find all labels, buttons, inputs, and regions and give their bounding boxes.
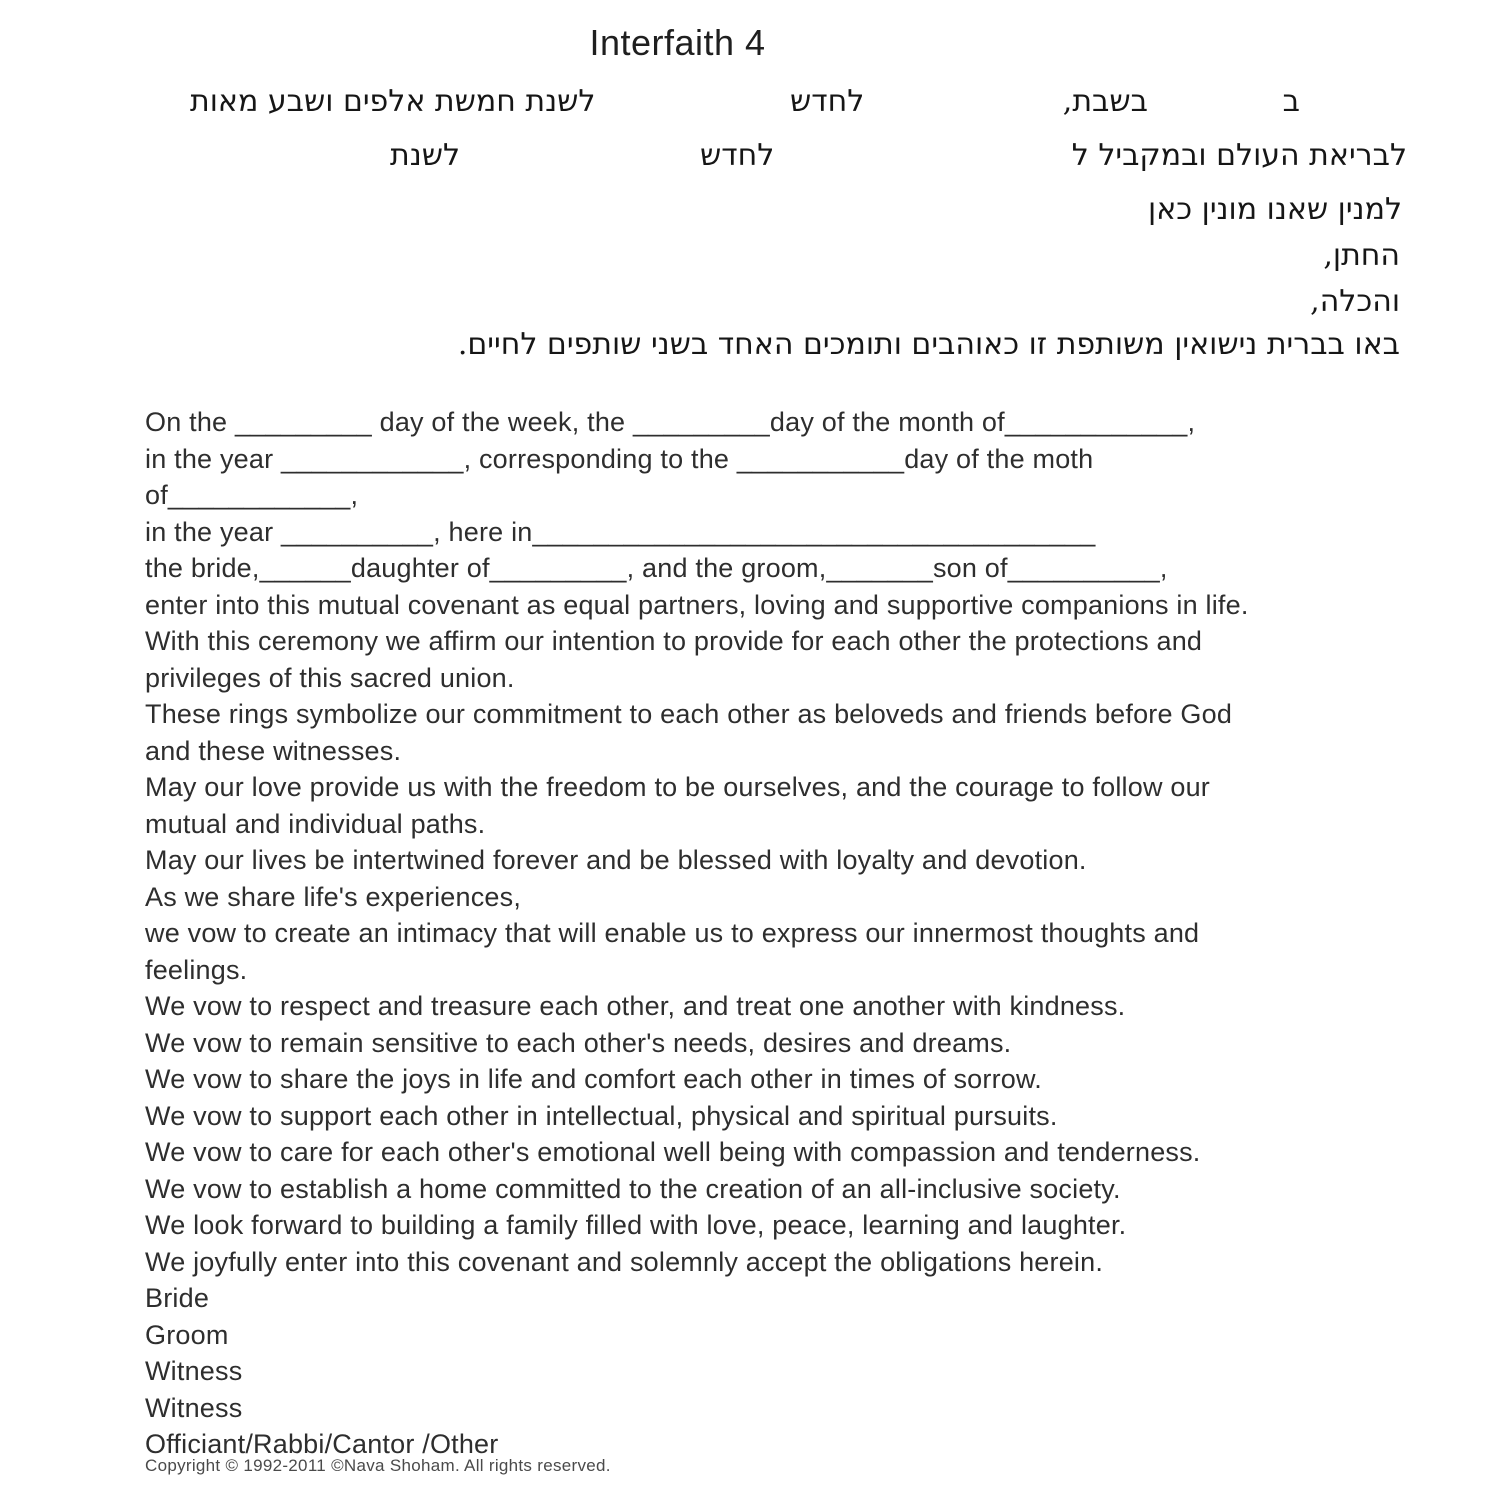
document-line: We vow to care for each other's emotional well being with compassion and tenderness. xyxy=(145,1137,1201,1167)
document-line: and these witnesses. xyxy=(145,735,402,766)
signature-label-groom: Groom xyxy=(145,1319,229,1350)
signature-label-witness-2: Witness xyxy=(145,1392,243,1423)
signature-label-bride: Bride xyxy=(145,1283,210,1313)
document-line: We look forward to building a family filled with love, peace, learning and laughter. xyxy=(145,1210,1127,1240)
document-line: We vow to support each other in intellectual, physical and spiritual pursuits. xyxy=(145,1100,1058,1131)
hebrew-hebrew-year: לשנת חמשת אלפים ושבע מאות xyxy=(190,84,596,119)
document-line-year-place: in the year __________, here in_____________________________________ xyxy=(145,516,1096,547)
document-line-year: in the year ____________, corresponding to the ___________day of the moth xyxy=(145,443,1094,474)
signature-label-witness-1: Witness xyxy=(145,1356,243,1386)
hebrew-beshabbat: בשבת, xyxy=(1062,84,1148,119)
document-line: We vow to remain sensitive to each other's needs, desires and dreams. xyxy=(145,1027,1012,1058)
document-line: May our love provide us with the freedom to be ourselves, and the courage to follow our xyxy=(145,772,1210,802)
hebrew-counting-clause: למנין שאנו מונין כאן xyxy=(1148,192,1402,227)
document-line: We vow to respect and treasure each other, and treat one another with kindness. xyxy=(145,991,1126,1021)
document-line-bride-groom: the bride,______daughter of_________, and the groom,_______son of__________, xyxy=(145,553,1168,583)
copyright-notice: Copyright © 1992-2011 ©Nava Shoham. All rights reserved. xyxy=(145,1456,611,1475)
document-line: enter into this mutual covenant as equal partners, loving and supportive companions in life. xyxy=(145,589,1249,620)
hebrew-covenant-sentence: באו בברית נישואין משותפת זו כאוהבים ותומכים האחד בשני שותפים לחיים. xyxy=(457,327,1400,362)
document-line: These rings symbolize our commitment to each other as beloveds and friends before God xyxy=(145,699,1233,729)
document-line: As we share life's experiences, xyxy=(145,881,522,912)
document-line: privileges of this sacred union. xyxy=(145,662,515,693)
document-line: May our lives be intertwined forever and be blessed with loyalty and devotion. xyxy=(145,845,1087,875)
document-line: mutual and individual paths. xyxy=(145,808,486,839)
document-line: We joyfully enter into this covenant and solemnly accept the obligations herein. xyxy=(145,1246,1104,1277)
document-line: We vow to share the joys in life and comfort each other in times of sorrow. xyxy=(145,1064,1042,1094)
hebrew-day-prefix: ב xyxy=(1282,84,1300,119)
document-line: We vow to establish a home committed to the creation of an all-inclusive society. xyxy=(145,1173,1121,1204)
document-line: With this ceremony we affirm our intention to provide for each other the protections and xyxy=(145,626,1203,656)
document-line: we vow to create an intimacy that will enable us to express our innermost thoughts and xyxy=(145,918,1200,948)
document-title: Interfaith 4 xyxy=(589,22,766,63)
document-line-of-month: of____________, xyxy=(145,480,359,510)
document-line: feelings. xyxy=(145,954,248,985)
hebrew-month-label: לחדש xyxy=(790,84,865,119)
hebrew-year-label-secular: לשנת xyxy=(390,138,461,173)
hebrew-groom-label: החתן, xyxy=(1323,238,1400,273)
hebrew-creation-clause: לבריאת העולם ובמקביל ל xyxy=(1071,138,1407,173)
hebrew-month-label-secular: לחדש xyxy=(700,138,775,173)
hebrew-bride-label: והכלה, xyxy=(1310,284,1400,319)
signature-label-officiant: Officiant/Rabbi/Cantor /Other xyxy=(145,1429,499,1459)
document-line-date-week: On the _________ day of the week, the _________day of the month of____________, xyxy=(145,407,1196,437)
english-text-block xyxy=(145,404,1249,1463)
